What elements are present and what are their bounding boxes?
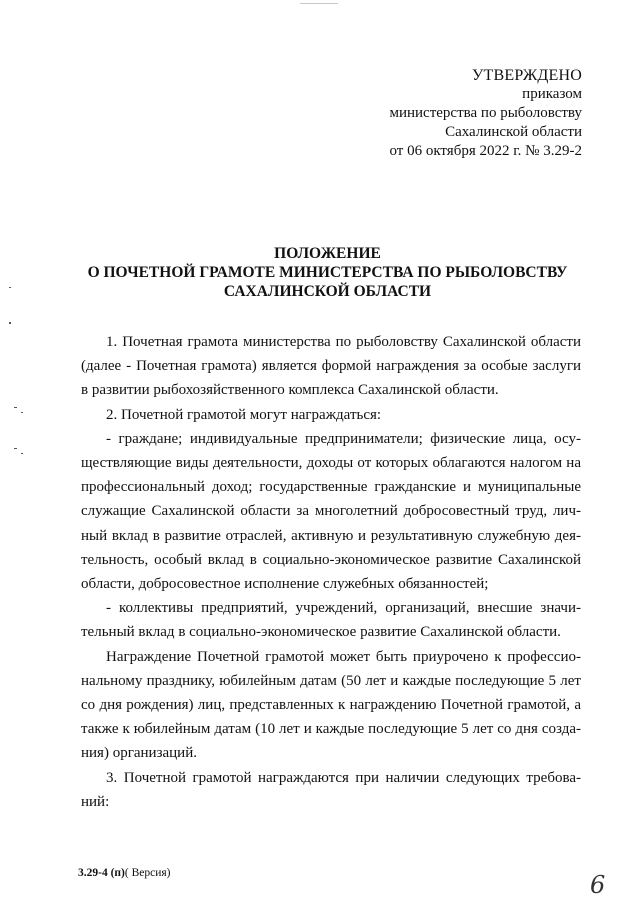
paragraph: Награждение Почетной грамотой может быть приурочено к профессиональному празднику, юбилейным датам (50 лет и каждые последующие 5 лет со дня рождения) лиц, представленных к награждению Почетной грамотой, а также к юбилейным датам (10 лет и каждые последующие 5 лет со дня создания) организаций. <box>81 648 581 762</box>
approval-line: приказом <box>522 86 582 102</box>
paragraph: - граждане; индивидуальные предприниматели; физические лица, осуществляющие виды деятельности, доходы от которых облагаются налогом на профессиональный доход; государственные гражданские и муниципальные служащие Сахалинской области за многолетний добросовестный труд, личный вклад в развитие отраслей, активную и результативную служебную деятельность, особый вклад в социально-экономическое развитие Сахалинской области, добросовестное исполнение служебных обязанностей; <box>81 430 581 593</box>
paragraph: - коллективы предприятий, учреждений, организаций, внесшие значительный вклад в социально-экономическое развитие Сахалинской области. <box>81 600 581 641</box>
document-footer <box>78 867 170 879</box>
document-body <box>81 330 581 814</box>
paragraph: 3. Почетной грамотой награждаются при наличии следующих требований: <box>81 769 581 810</box>
scan-top-mark <box>300 3 338 4</box>
scan-speck <box>9 322 11 324</box>
approval-stamp: УТВЕРЖДЕНО <box>471 67 582 84</box>
approval-line: Сахалинской области <box>445 124 582 140</box>
title-line: САХАЛИНСКОЙ ОБЛАСТИ <box>223 283 432 300</box>
footer-version: ( Версия) <box>124 867 171 879</box>
approval-date: от 06 октября 2022 г. № 3.29-2 <box>389 143 582 159</box>
scan-speck <box>14 448 17 449</box>
title-line: О ПОЧЕТНОЙ ГРАМОТЕ МИНИСТЕРСТВА ПО РЫБОЛОВСТВУ <box>87 264 568 281</box>
document-title <box>60 244 595 301</box>
scan-speck <box>21 412 23 413</box>
approval-block <box>389 66 582 161</box>
paragraph: 1. Почетная грамота министерства по рыболовству Сахалинской области (далее - Почетная грамота) является формой награждения за особые заслуги в развитии рыбохозяйственного комплекса Сахалинской области. <box>81 334 581 399</box>
scan-speck <box>14 407 17 408</box>
handwritten-page-number: 6 <box>590 871 606 899</box>
paragraph: 2. Почетной грамотой могут награждаться: <box>106 406 382 423</box>
title-line: ПОЛОЖЕНИЕ <box>274 245 381 262</box>
footer-code: 3.29-4 (п) <box>78 867 125 879</box>
scan-speck <box>21 453 23 454</box>
approval-line: министерства по рыболовству <box>389 105 582 121</box>
scan-speck <box>9 287 11 288</box>
